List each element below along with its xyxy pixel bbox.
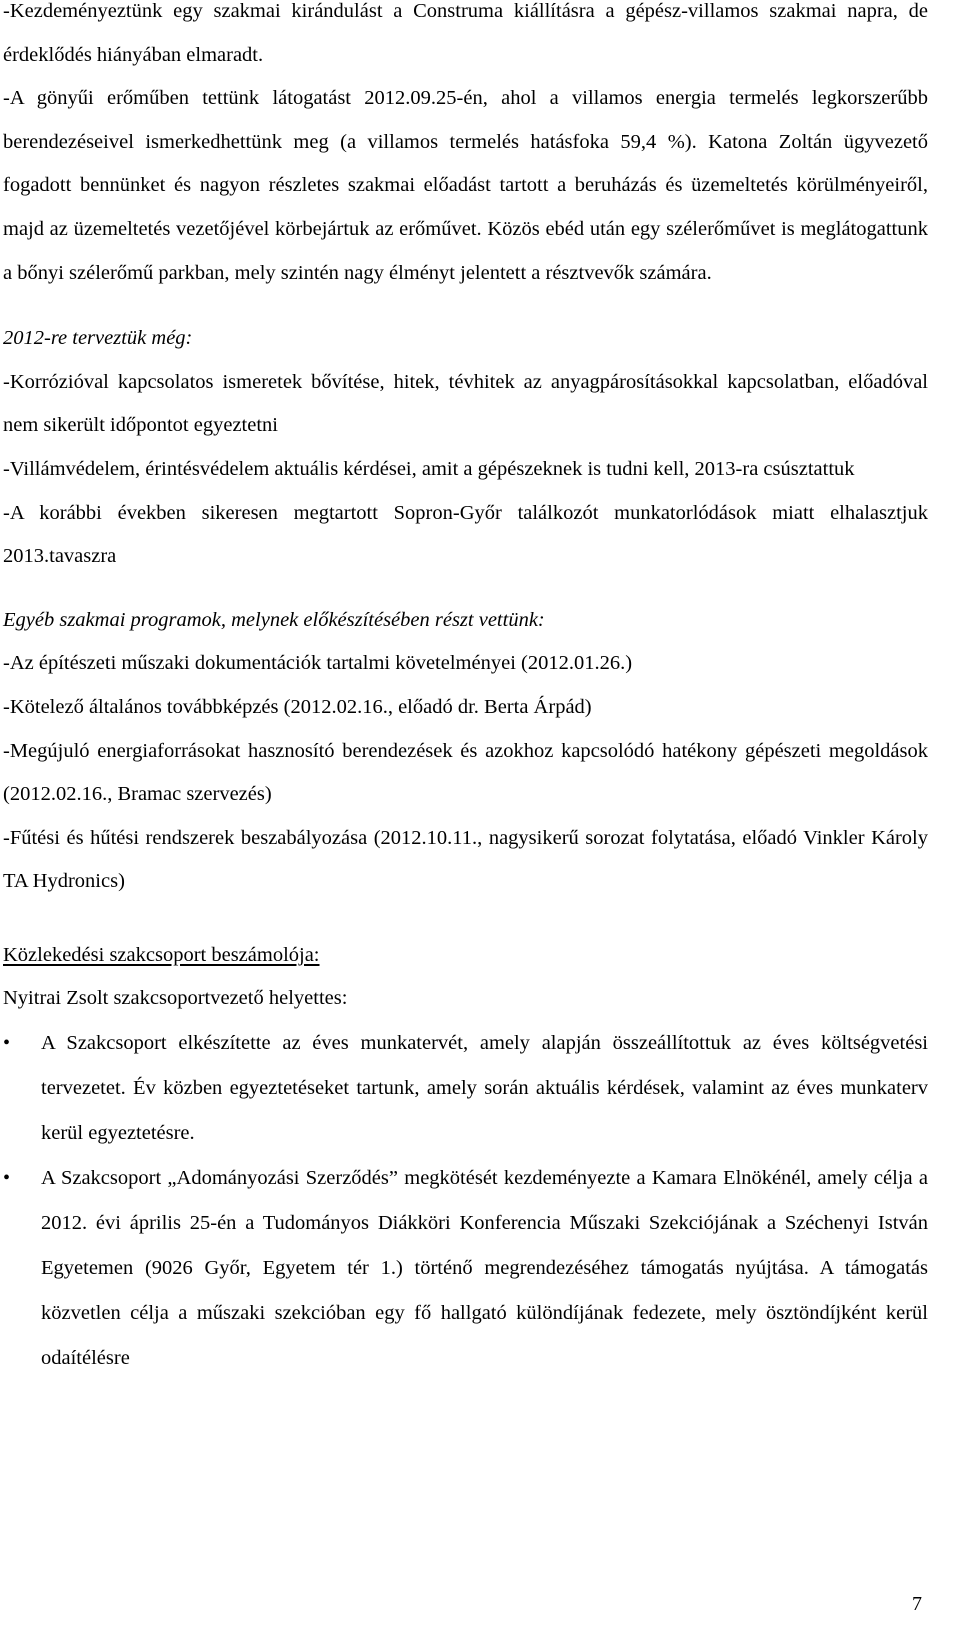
program-item-training: -Kötelező általános továbbképzés (2012.02.16., előadó dr. Berta Árpád)	[3, 695, 592, 718]
page-number: 7	[912, 1593, 922, 1615]
planned-item-lightning: -Villámvédelem, érintésvédelem aktuális kérdései, amit a gépészeknek is tudni kell, 2013-ra csúsztattuk	[3, 457, 855, 480]
other-programs-heading: Egyéb szakmai programok, melynek előkészítésében részt vettünk:	[3, 608, 545, 631]
planned-section	[3, 317, 928, 579]
transport-heading: Közlekedési szakcsoport beszámolója:	[3, 943, 320, 966]
list-item-text: A Szakcsoport elkészítette az éves munkatervét, amely alapján összeállítottuk az éves költségvetési tervezetet. Év közben egyeztetéseket tartunk, amely során aktuális kérdések, valamint az éves munkaterv kerül egyeztetésre.	[41, 1032, 928, 1145]
document-page	[3, 0, 928, 1381]
planned-item-sopron-gyor: -A korábbi években sikeresen megtartott Sopron-Győr találkozót munkatorlódások miatt elhalasztjuk 2013.tavaszra	[3, 501, 928, 568]
planned-item-corrosion: -Korrózióval kapcsolatos ismeretek bővítése, hitek, tévhitek az anyagpárosításokkal kapcsolatban, előadóval nem sikerült időpontot egyeztetni	[3, 370, 928, 437]
list-item	[3, 1021, 928, 1156]
transport-section	[3, 934, 928, 1381]
bullet-marker: •	[3, 1167, 11, 1190]
program-item-heating: -Fűtési és hűtési rendszerek beszabályozása (2012.10.11., nagysikerű sorozat folytatása, előadó Vinkler Károly TA Hydronics)	[3, 826, 928, 893]
planned-heading: 2012-re terveztük még:	[3, 327, 193, 350]
list-item	[3, 1156, 928, 1381]
list-item-text: A Szakcsoport „Adományozási Szerződés” megkötését kezdeményezte a Kamara Elnökénél, amely célja a 2012. évi április 25-én a Tudományos Diákköri Konferencia Műszaki Szekciójának a Széchenyi István Egyetemen (9026 Győr, Egyetem tér 1.) történő megrendezéséhez támogatás nyújtása. A támogatás közvetlen célja a műszaki szekcióban egy fő hallgató különdíjának fedezete, mely ösztöndíjként kerül odaítélésre	[41, 1167, 928, 1370]
other-programs-section	[3, 599, 928, 904]
transport-subheading: Nyitrai Zsolt szakcsoportvezető helyettes:	[3, 987, 348, 1010]
paragraph-gonyu-visit: -A gönyűi erőműben tettünk látogatást 2012.09.25-én, ahol a villamos energia termelés legkorszerűbb berendezéseivel ismerkedhettünk meg (a villamos termelés hatásfoka 59,4 %). Katona Zoltán ügyvezető fogadott bennünket és nagyon részletes szakmai előadást tartott a beruházás és üzemeltetés körülményeiről, majd az üzemeltetés vezetőjével körbejártuk az erőművet. Közös ebéd után egy szélerőművet is meglátogattunk a bőnyi szélerőmű parkban, mely szintén nagy élményt jelentett a résztvevők számára.	[3, 87, 928, 284]
program-item-documentation: -Az építészeti műszaki dokumentációk tartalmi követelményei (2012.01.26.)	[3, 652, 633, 675]
paragraph-construma: -Kezdeményeztünk egy szakmai kirándulást a Construma kiállításra a gépész-villamos szakmai napra, de érdeklődés hiányában elmaradt.	[3, 0, 928, 66]
program-item-renewable: -Megújuló energiaforrásokat hasznosító berendezések és azokhoz kapcsolódó hatékony gépészeti megoldások (2012.02.16., Bramac szervezés)	[3, 739, 928, 806]
transport-bullet-list	[3, 1021, 928, 1381]
bullet-marker: •	[3, 1032, 11, 1055]
